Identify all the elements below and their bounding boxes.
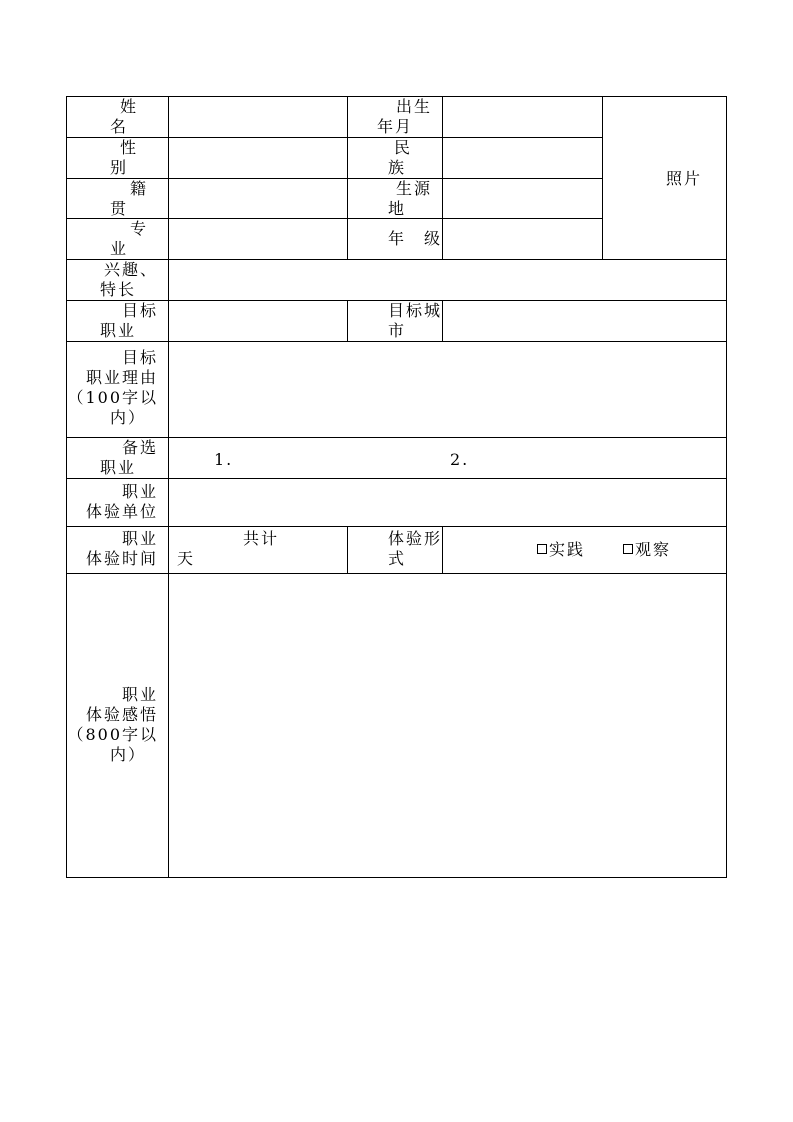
origin-field[interactable] (443, 180, 602, 218)
native-field[interactable] (169, 180, 347, 218)
grid-line (67, 526, 726, 527)
major-field[interactable] (169, 220, 347, 259)
birth-label: 出生 年月 (377, 97, 432, 136)
gender-field[interactable] (169, 139, 347, 178)
name-label: 姓 名 (110, 97, 138, 136)
name-field[interactable] (169, 98, 347, 137)
grade-field[interactable] (443, 220, 602, 259)
hobby-field[interactable] (169, 261, 726, 300)
target-job-label: 目标 职业 (100, 301, 158, 340)
origin-label: 生源 地 (388, 179, 432, 218)
insight-field[interactable] (169, 574, 726, 877)
major-label: 专 业 (110, 219, 148, 258)
target-city-field[interactable] (443, 302, 726, 341)
gender-label: 性 别 (110, 138, 138, 177)
unit-field[interactable] (169, 479, 726, 526)
checkbox-icon (537, 544, 547, 554)
ethnic-label: 民 族 (388, 138, 412, 177)
hobby-label: 兴趣、 特长 (100, 260, 158, 299)
target-job-field[interactable] (169, 302, 347, 341)
birth-field[interactable] (443, 98, 602, 137)
target-city-label: 目标城 市 (387, 301, 442, 340)
alt-job-label: 备选 职业 (100, 438, 158, 477)
photo-area[interactable] (603, 97, 726, 259)
time-label: 职业 体验时间 (85, 529, 158, 568)
form-type-label: 体验形 式 (387, 529, 442, 568)
alt-job-option-2[interactable]: 2. (450, 450, 470, 469)
observe-checkbox[interactable]: 观察 (623, 540, 671, 560)
unit-label: 职业 体验单位 (85, 482, 158, 521)
career-experience-form (66, 96, 727, 878)
native-label: 籍 贯 (110, 179, 148, 218)
grid-line (442, 527, 443, 574)
photo-label: 照片 (666, 169, 703, 188)
time-day-label: 天 (177, 549, 196, 568)
alt-job-option-1[interactable]: 1. (214, 450, 234, 469)
reason-field[interactable] (169, 342, 726, 437)
ethnic-field[interactable] (443, 139, 602, 178)
grade-label: 年 级 (387, 229, 442, 248)
time-total-label: 共计 (243, 529, 280, 548)
insight-label: 职业 体验感悟 （800字以 内） (67, 685, 158, 764)
checkbox-icon (623, 544, 633, 554)
reason-label: 目标 职业理由 （100字以 内） (67, 348, 158, 427)
practice-checkbox[interactable]: 实践 (537, 540, 585, 560)
